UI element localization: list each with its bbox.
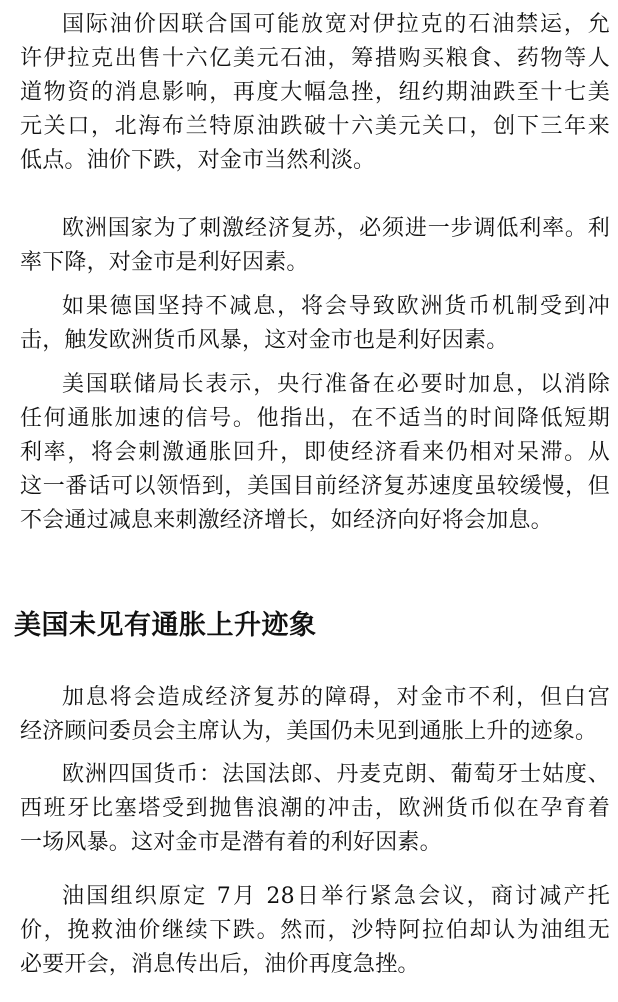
section-heading: 美国未见有通胀上升迹象 [14, 610, 317, 641]
text-line: 元关口，北海布兰特原油跌破十六美元关口，创下三年来 [20, 114, 610, 139]
text-line: 油国组织原定 7月 28日举行紧急会议，商讨减产托 [62, 884, 610, 909]
text-line: 经济顾问委员会主席认为，美国仍未见到通胀上升的迹象。 [20, 719, 598, 744]
text-line: 这一番话可以领悟到，美国目前经济复苏速度虽较缓慢，但 [20, 474, 610, 499]
text-line: 击，触发欧洲货币风暴，这对金市也是利好因素。 [20, 328, 509, 353]
text-line: 必要开会，消息传出后，油价再度急挫。 [20, 952, 420, 977]
paragraph-oil-price [20, 8, 610, 178]
text-line: 价，挽救油价继续下跌。然而，沙特阿拉伯却认为油组无 [20, 918, 610, 943]
text-line: 西班牙比塞塔受到抛售浪潮的冲击，欧洲货币似在孕育着 [20, 796, 610, 821]
text-line: 加息将会造成经济复苏的障碍，对金市不利，但白宫 [62, 685, 610, 710]
text-line: 如果德国坚持不减息，将会导致欧洲货币机制受到冲 [62, 294, 610, 319]
text-line: 一场风暴。这对金市是潜有着的利好因素。 [20, 830, 442, 855]
text-line: 低点。油价下跌，对金市当然利淡。 [20, 148, 376, 173]
text-line: 道物资的消息影响，再度大幅急挫，纽约期油跌至十七美 [20, 80, 610, 105]
paragraph-germany [20, 290, 610, 358]
paragraph-european-currencies [20, 758, 610, 860]
paragraph-europe-rates [20, 212, 610, 280]
text-line: 欧洲国家为了刺激经济复苏，必须进一步调低利率。利 [62, 216, 610, 241]
text-line: 率下降，对金市是利好因素。 [20, 250, 309, 275]
text-line: 不会通过减息来刺激经济增长，如经济向好将会加息。 [20, 508, 553, 533]
text-line: 美国联储局长表示，央行准备在必要时加息，以消除 [62, 372, 610, 397]
text-line: 许伊拉克出售十六亿美元石油，筹措购买粮食、药物等人 [20, 46, 610, 71]
text-line: 任何通胀加速的信号。他指出，在不适当的时间降低短期 [20, 406, 610, 431]
paragraph-white-house [20, 681, 610, 749]
text-line: 国际油价因联合国可能放宽对伊拉克的石油禁运，允 [62, 12, 610, 37]
paragraph-opec [20, 880, 610, 982]
text-line: 欧洲四国货币：法国法郎、丹麦克朗、葡萄牙士姑度、 [62, 762, 610, 787]
paragraph-fed-chair [20, 368, 610, 538]
text-line: 利率，将会刺激通胀回升，即使经济看来仍相对呆滞。从 [20, 440, 610, 465]
